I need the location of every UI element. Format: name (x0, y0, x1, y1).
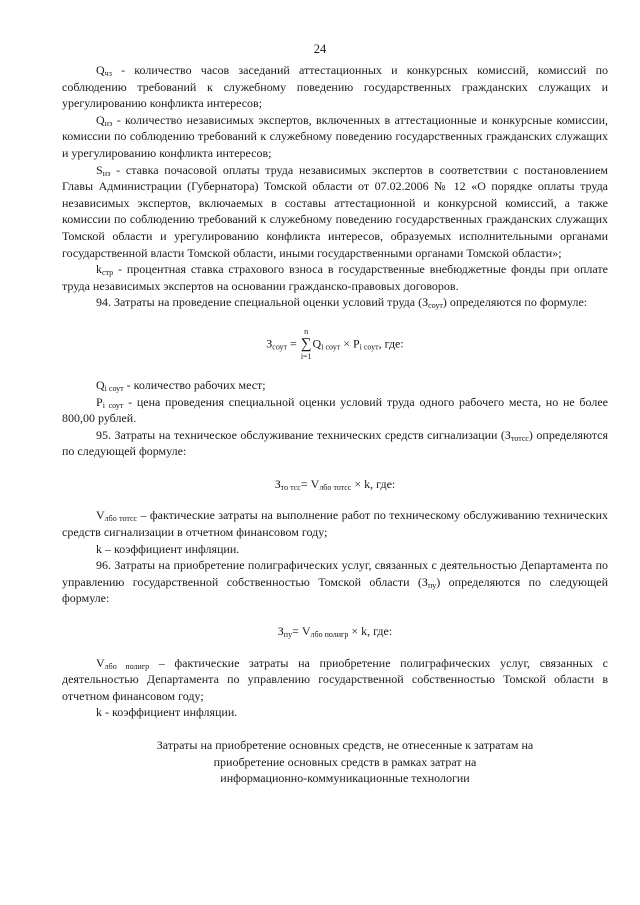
symbol-subscript: лбо полигр (104, 661, 150, 671)
formula-lhs: З (266, 336, 273, 351)
formula-equals: = (300, 476, 311, 491)
formula-v-subscript: лбо полигр (310, 630, 349, 640)
clause-text: 94. Затраты на проведение специальной оценки условий труда (З (96, 295, 429, 310)
section-heading-line: Затраты на приобретение основных средств, не отнесенные к затратам на (156, 738, 534, 752)
symbol: Q (96, 377, 105, 392)
sum-sign: ∑ (300, 335, 312, 352)
clause-subscript: пу (427, 580, 437, 590)
clause-tail: ) определяются по формуле: (442, 295, 588, 310)
formula-p-subscript: i соут (359, 342, 379, 352)
definition-k-str (62, 261, 608, 294)
formula-96 (62, 623, 608, 640)
symbol-subscript: нэ (104, 118, 113, 128)
definition-k-95 (62, 541, 608, 558)
formula-v-subscript: лбо тотсс (319, 482, 352, 492)
symbol: Q (96, 112, 105, 127)
formula-lhs-subscript: соут (272, 342, 288, 352)
symbol: V (96, 508, 105, 523)
definition-text: - количество часов заседаний аттестационных и конкурсных комиссий, комиссий по соблюдению требований к служебному поведению государственных гражданских служащих и урегулированию конфликта интересов; (62, 63, 608, 111)
definition-text: – фактические затраты на приобретение полиграфических услуг, связанных с деятельностью Департамента по управлению государственной собственностью Томской области в отчетном финансовом году; (62, 655, 608, 703)
sum-operator (301, 327, 312, 362)
symbol-subscript: нэ (102, 168, 111, 178)
clause-subscript: соут (428, 301, 443, 311)
definition-v-96 (62, 655, 608, 705)
formula-k: k (364, 476, 371, 491)
formula-lhs: З (277, 624, 284, 639)
definition-text: – фактические затраты на выполнение работ по техническому обслуживанию технических средств сигнализации в отчетном финансовом году; (62, 508, 608, 540)
page-number: 24 (313, 42, 327, 56)
formula-lhs-subscript: то тсс (280, 482, 301, 492)
definition-text: - количество рабочих мест; (123, 377, 266, 392)
definition-text: - количество независимых экспертов, включенных в аттестационные и конкурсные комиссии, комиссии по соблюдению требований к служебному поведению государственных гражданских служащих и урегулированию конфликта интересов; (62, 112, 608, 160)
definition-k-96 (62, 704, 608, 721)
formula-v: V (301, 624, 311, 639)
formula-p: P (352, 336, 360, 351)
definition-text: - процентная ставка страхового взноса в государственные внебюджетные фонды при оплате труда независимых экспертов на основании гражданско-правовых договоров. (62, 262, 608, 293)
symbol-subscript: стр (102, 268, 114, 278)
symbol-subscript: лбо тотсс (104, 514, 138, 524)
symbol: k (96, 262, 102, 277)
sum-lower-limit: i=1 (300, 351, 312, 361)
section-heading-line: информационно-коммуникационные технологии (220, 771, 470, 786)
definition-text: k - коэффициент инфляции. (96, 705, 238, 720)
definition-text: - ставка почасовой оплаты труда независимых экспертов в соответствии с постановлением Главы Администрации (Губернатора) Томской области от 07.02.2006 № 12 «О порядке оплаты труда независимых экспертов, включаемых в составы аттестационной и конкурсной комиссий, а также комиссии по соблюдению требований к служебному поведению государственных гражданских служащих Томской области и урегулированию конфликта интересов, образуемых исполнительными органами государственной власти Томской области, иными государственными органами Томской области»; (62, 162, 608, 260)
formula-end: , где: (370, 476, 396, 491)
symbol: V (96, 655, 105, 670)
formula-k: k (361, 624, 368, 639)
formula-times: × (348, 624, 362, 639)
section-heading-line: приобретение основных средств в рамках затрат на (213, 754, 477, 769)
definition-q-nz (62, 112, 608, 162)
definition-q-chz (62, 62, 608, 112)
document-body (62, 62, 608, 787)
formula-lhs-subscript: пу (283, 630, 293, 640)
clause-95 (62, 427, 608, 460)
symbol: Q (96, 63, 105, 77)
formula-q: Q (312, 336, 322, 351)
symbol-subscript: i соут (102, 400, 124, 410)
clause-subscript: тотсс (510, 433, 529, 443)
formula-times: × (340, 336, 353, 351)
clause-text: 96. Затраты на приобретение полиграфических услуг, связанных с деятельностью Департамента по управлению государственной собственностью Томской области (З (62, 558, 608, 589)
symbol-subscript: i соут (104, 383, 124, 393)
formula-95 (62, 476, 608, 493)
formula-q-subscript: i соут (321, 342, 341, 352)
definition-s-nz (62, 162, 608, 262)
formula-94 (62, 327, 608, 362)
clause-96 (62, 557, 608, 607)
formula-v: V (310, 476, 320, 491)
formula-equals: = (292, 624, 302, 639)
clause-tail: ) определяются по следующей формуле: (62, 427, 608, 459)
formula-end: , где: (367, 624, 393, 639)
definition-v-95 (62, 507, 608, 540)
formula-lhs: З (274, 476, 281, 491)
clause-94 (62, 294, 608, 311)
definition-q-i (62, 377, 608, 394)
formula-end: , где: (378, 336, 404, 351)
clause-text: 95. Затраты на техническое обслуживание технических средств сигнализации (З (96, 427, 511, 442)
formula-equals: = (287, 336, 300, 351)
definition-text: - цена проведения специальной оценки условий труда одного рабочего места, но не более 800,00 рублей. (62, 394, 609, 426)
definition-text: k – коэффициент инфляции. (96, 541, 240, 556)
symbol-subscript: чз (104, 69, 112, 78)
symbol: P (96, 394, 103, 409)
formula-times: × (351, 476, 365, 491)
section-heading (62, 737, 608, 787)
symbol: S (96, 162, 103, 177)
clause-tail: ) определяются по следующей формуле: (62, 574, 609, 606)
sum-upper-limit: n (304, 326, 309, 336)
definition-p-i (62, 394, 608, 427)
